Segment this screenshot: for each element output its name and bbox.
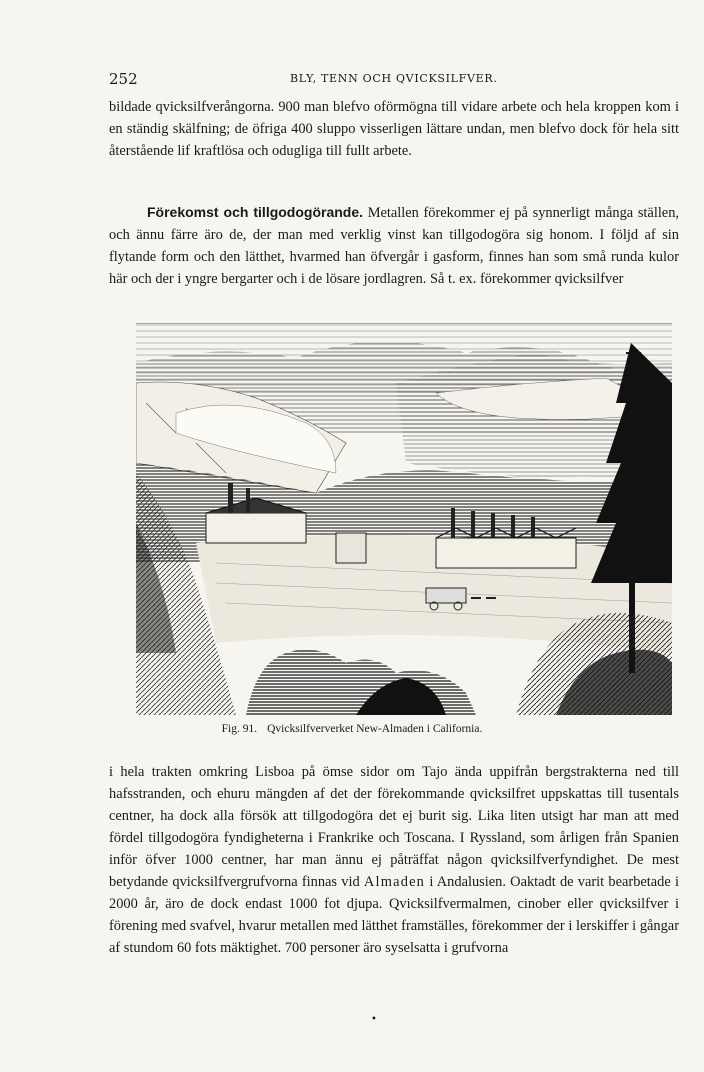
paragraph-2-text: Metallen förekommer ej på synnerligt många ställen, och ännu färre äro de, der man med verklig vinst kan tillgodogöra sig honom. I följd af sin flytande form och den lätthet, hvarmed han öfvergår i gasform, finnes han som små runda kulor här och der i yngre bergarter och i de lösare jordlagren. Så t. ex. förekommer qvicksilfver — [109, 205, 679, 287]
engraving-illustration — [136, 323, 672, 715]
paragraph-1-text: bildade qvicksilfverångorna. 900 man blefvo oförmögna till vidare arbete och hela kroppen kom i en ständig skälfning; de öfriga 400 sluppo visserligen lättare undan, men blefvo dock för hela sitt återstående lif kraftlösa och odugliga till fullt arbete. — [109, 99, 679, 159]
paragraph-3 — [109, 761, 679, 959]
bottom-mark: • — [371, 1014, 377, 1025]
section-heading: Förekomst och tillgodogörande. — [147, 204, 364, 220]
paragraph-2 — [109, 201, 679, 290]
landscape-engraving — [136, 323, 672, 715]
page-number: 252 — [109, 70, 138, 88]
paragraph-3-text-b: i Andalusien. Oaktadt de varit bearbetade i 2000 år, äro de dock endast 1000 fot djupa. Qvicksilfvermalmen, cinober eller qvicksilfver i förening med svafvel, hvarur metallen med lätthet framställes, förekommer der i lerskiffer i gångar af stundom 60 fots mäktighet. 700 personer äro syselsatta i grufvorna — [109, 874, 679, 956]
figure-caption — [0, 723, 704, 735]
running-head: BLY, TENN OCH QVICKSILFVER. — [290, 72, 498, 85]
paragraph-3-text-a: i hela trakten omkring Lisboa på ömse sidor om Tajo ända uppifrån bergstrakterna ned till hafsstranden, och ehuru mängden af det der förekommande qvicksilfret uppskattas till tusentals centner, ha dock alla försök att tillgodogöra det ej burit sig. Lika liten utsigt har man att med fördel tillgodogöra fyndigheterna i Frankrike och Toscana. I Ryssland, som årligen från Spanien inför öfver 1000 centner, har man ännu ej påträffat någon qvicksilfverfyndighet. De mest betydande qvicksilfvergrufvorna finnas vid — [109, 764, 679, 890]
figure-label: Fig. 91. — [221, 723, 258, 735]
figure-caption-text: Qvicksilfververket New-Almaden i California. — [267, 723, 483, 735]
paragraph-1 — [109, 96, 679, 162]
place-name-almaden: Almaden — [363, 874, 426, 890]
